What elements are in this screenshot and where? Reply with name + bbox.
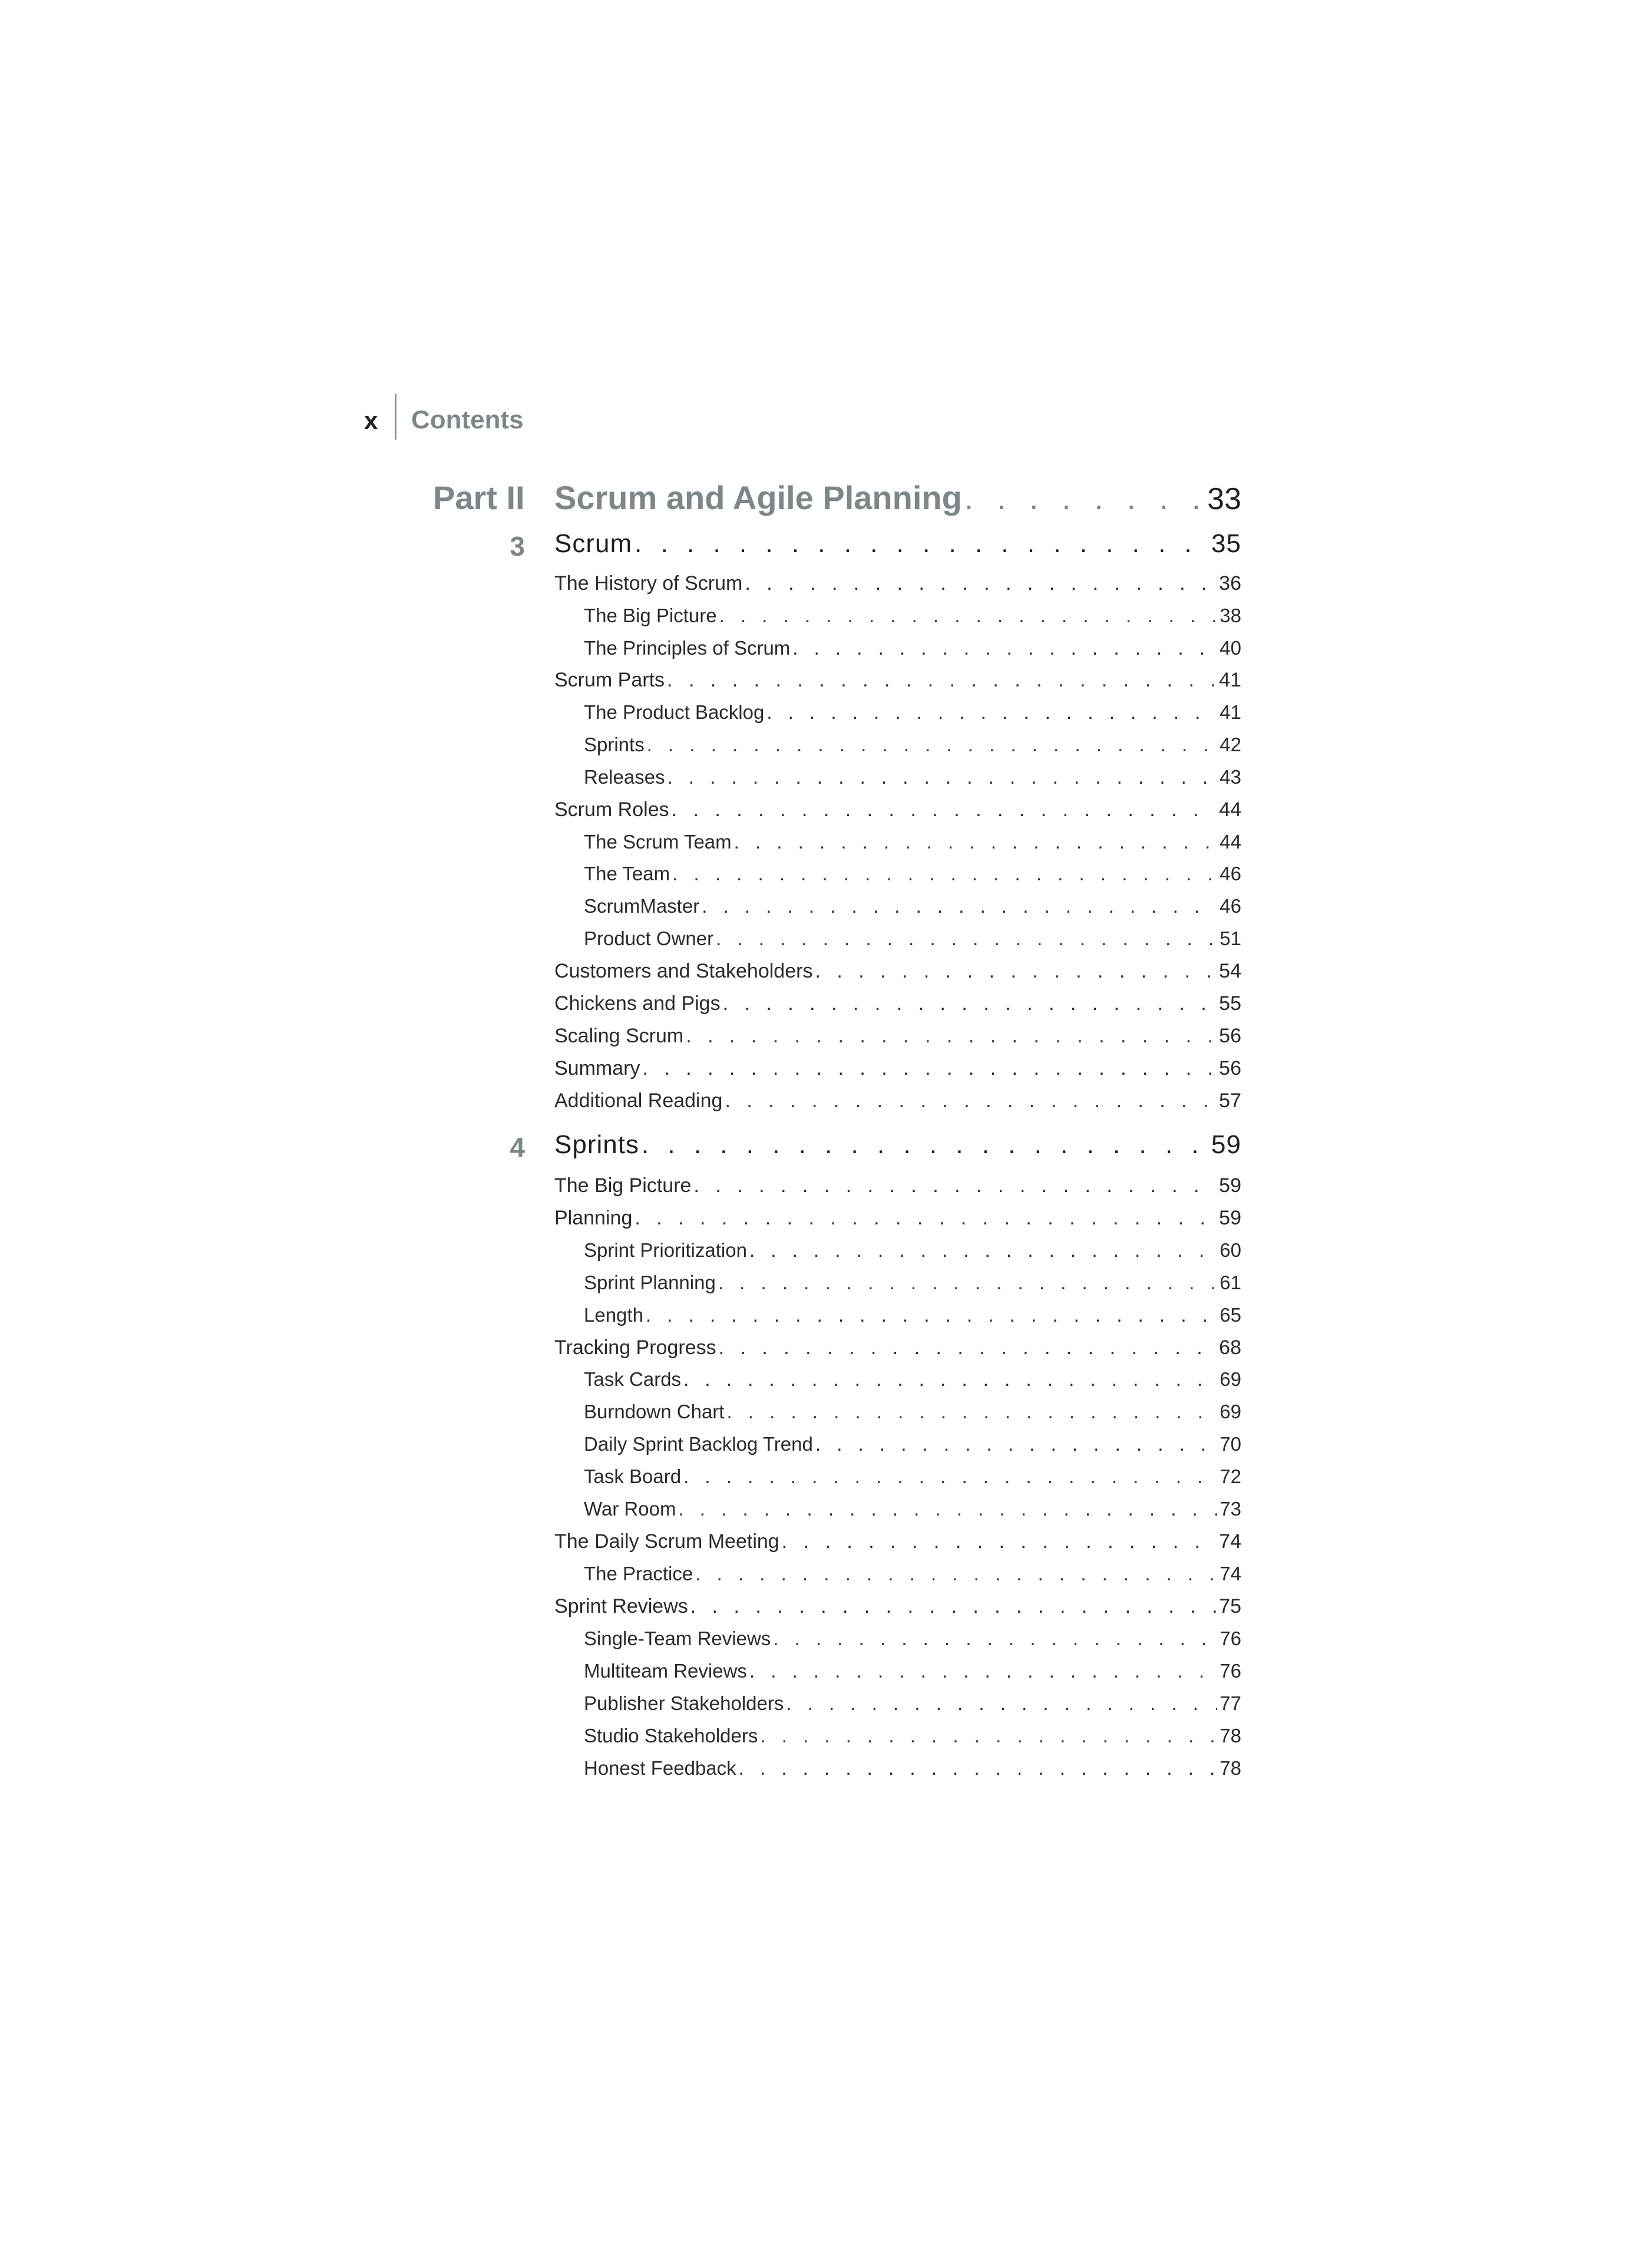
dot-leader	[678, 1498, 1217, 1520]
subsection-page: 38	[1220, 605, 1241, 626]
running-head-title: Contents	[411, 405, 524, 434]
toc-section-entry[interactable]	[554, 1595, 1241, 1618]
subsection-page: 69	[1220, 1368, 1241, 1390]
subsection-title: Sprint Prioritization	[584, 1239, 747, 1261]
subsection-title: Publisher Stakeholders	[584, 1692, 784, 1714]
section-page: 56	[1219, 1025, 1241, 1047]
section-title: Scrum Roles	[554, 798, 669, 821]
dot-leader	[745, 572, 1217, 595]
dot-leader	[723, 992, 1217, 1015]
toc-section-entry[interactable]	[554, 1025, 1241, 1048]
dot-leader	[815, 960, 1217, 983]
dot-leader	[716, 927, 1217, 950]
dot-leader	[690, 1595, 1217, 1618]
section-title: Scaling Scrum	[554, 1025, 684, 1047]
chapter-number: 3	[510, 531, 525, 562]
subsection-title: Multiteam Reviews	[584, 1660, 747, 1682]
subsection-title: Honest Feedback	[584, 1757, 736, 1779]
subsection-title: The Practice	[584, 1563, 693, 1584]
dot-leader	[642, 1130, 1209, 1160]
section-title: The History of Scrum	[554, 572, 743, 595]
toc-subsection-entry[interactable]	[584, 1498, 1241, 1520]
toc-subsection-entry[interactable]	[584, 1692, 1241, 1715]
dot-leader	[766, 701, 1217, 724]
toc-subsection-entry[interactable]	[584, 927, 1241, 950]
dot-leader	[672, 798, 1217, 821]
subsection-title: The Product Backlog	[584, 701, 765, 723]
toc-subsection-entry[interactable]	[584, 1239, 1241, 1262]
subsection-page: 70	[1220, 1433, 1241, 1455]
dot-leader	[718, 1272, 1217, 1294]
subsection-title: ScrumMaster	[584, 895, 700, 917]
toc-subsection-entry[interactable]	[584, 1368, 1241, 1391]
dot-leader	[635, 529, 1209, 559]
toc-chapter-entry[interactable]	[554, 529, 1241, 559]
section-page: 59	[1219, 1174, 1241, 1197]
toc-subsection-entry[interactable]	[584, 1304, 1241, 1326]
dot-leader	[667, 669, 1217, 692]
toc-section-entry[interactable]	[554, 572, 1241, 595]
dot-leader	[647, 734, 1218, 756]
toc-subsection-entry[interactable]	[584, 1433, 1241, 1455]
toc-section-entry[interactable]	[554, 798, 1241, 821]
chapter-page: 59	[1211, 1130, 1241, 1159]
toc-subsection-entry[interactable]	[584, 605, 1241, 627]
dot-leader	[815, 1433, 1217, 1455]
subsection-title: The Team	[584, 863, 670, 884]
subsection-page: 74	[1220, 1563, 1241, 1584]
dot-leader	[760, 1725, 1217, 1747]
section-page: 75	[1219, 1595, 1241, 1617]
toc-section-entry[interactable]	[554, 1336, 1241, 1359]
subsection-page: 78	[1220, 1757, 1241, 1779]
dot-leader	[695, 1563, 1217, 1585]
subsection-title: The Scrum Team	[584, 831, 732, 853]
dot-leader	[749, 1660, 1217, 1682]
subsection-title: Task Board	[584, 1465, 682, 1487]
chapter-number: 4	[510, 1132, 525, 1163]
chapter-title: Sprints	[554, 1130, 639, 1159]
toc-subsection-entry[interactable]	[584, 1757, 1241, 1780]
dot-leader	[725, 1090, 1217, 1112]
subsection-page: 60	[1220, 1239, 1241, 1261]
section-page: 36	[1219, 572, 1241, 595]
subsection-title: Task Cards	[584, 1368, 682, 1390]
subsection-page: 76	[1220, 1660, 1241, 1682]
subsection-title: The Principles of Scrum	[584, 637, 791, 659]
section-page: 74	[1219, 1530, 1241, 1553]
dot-leader	[719, 605, 1218, 627]
dot-leader	[726, 1401, 1217, 1423]
dot-leader	[702, 895, 1217, 917]
section-title: The Daily Scrum Meeting	[554, 1530, 779, 1553]
dot-leader	[642, 1057, 1217, 1080]
dot-leader	[792, 637, 1217, 659]
subsection-page: 43	[1220, 766, 1241, 788]
section-page: 41	[1219, 669, 1241, 691]
toc-section-entry[interactable]	[554, 1174, 1241, 1197]
subsection-title: Single-Team Reviews	[584, 1627, 771, 1649]
toc-section-entry[interactable]	[554, 669, 1241, 692]
section-title: Scrum Parts	[554, 669, 665, 691]
subsection-page: 44	[1220, 831, 1241, 853]
section-title: Summary	[554, 1057, 640, 1079]
dot-leader	[646, 1304, 1217, 1326]
chapter-title: Scrum	[554, 529, 633, 558]
toc-section-entry[interactable]	[554, 992, 1241, 1015]
toc-subsection-entry[interactable]	[584, 1563, 1241, 1585]
toc-section-entry[interactable]	[554, 1530, 1241, 1553]
section-page: 54	[1219, 960, 1241, 982]
subsection-page: 46	[1220, 863, 1241, 884]
dot-leader	[693, 1174, 1217, 1197]
page-number: x	[364, 407, 378, 434]
dot-leader	[964, 478, 1205, 517]
toc-subsection-entry[interactable]	[584, 831, 1241, 853]
subsection-title: Releases	[584, 766, 665, 788]
subsection-page: 42	[1220, 734, 1241, 755]
subsection-title: Sprints	[584, 734, 645, 755]
part-title: Scrum and Agile Planning	[554, 479, 962, 516]
subsection-title: Burndown Chart	[584, 1401, 725, 1422]
dot-leader	[683, 1368, 1217, 1391]
section-title: Sprint Reviews	[554, 1595, 688, 1617]
section-title: The Big Picture	[554, 1174, 692, 1197]
toc-subsection-entry[interactable]	[584, 1272, 1241, 1294]
section-title: Additional Reading	[554, 1090, 723, 1112]
toc-subsection-entry[interactable]	[584, 1660, 1241, 1682]
dot-leader	[773, 1627, 1217, 1650]
dot-leader	[683, 1465, 1217, 1488]
running-head-divider	[395, 394, 396, 440]
toc-subsection-entry[interactable]	[584, 1465, 1241, 1488]
subsection-page: 61	[1220, 1272, 1241, 1293]
section-page: 55	[1219, 992, 1241, 1015]
dot-leader	[734, 831, 1218, 853]
dot-leader	[719, 1336, 1217, 1359]
dot-leader	[672, 863, 1217, 885]
dot-leader	[635, 1207, 1217, 1230]
toc-subsection-entry[interactable]	[584, 734, 1241, 756]
toc-part-entry[interactable]	[554, 478, 1241, 517]
subsection-page: 77	[1220, 1692, 1241, 1714]
section-page: 68	[1219, 1336, 1241, 1359]
part-page: 33	[1207, 482, 1241, 516]
dot-leader	[667, 766, 1218, 788]
subsection-page: 78	[1220, 1725, 1241, 1747]
dot-leader	[786, 1692, 1217, 1715]
subsection-page: 46	[1220, 895, 1241, 917]
toc-section-entry[interactable]	[554, 960, 1241, 983]
toc-chapter-entry[interactable]	[554, 1130, 1241, 1160]
chapter-page: 35	[1211, 529, 1241, 558]
toc-subsection-entry[interactable]	[584, 1725, 1241, 1747]
toc-subsection-entry[interactable]	[584, 766, 1241, 788]
section-title: Tracking Progress	[554, 1336, 716, 1359]
subsection-title: Length	[584, 1304, 643, 1326]
subsection-title: Sprint Planning	[584, 1272, 716, 1293]
section-title: Planning	[554, 1207, 633, 1229]
section-page: 57	[1219, 1090, 1241, 1112]
section-title: Chickens and Pigs	[554, 992, 721, 1015]
subsection-title: Product Owner	[584, 927, 714, 949]
subsection-title: The Big Picture	[584, 605, 717, 626]
section-page: 44	[1219, 798, 1241, 821]
subsection-page: 73	[1220, 1498, 1241, 1520]
subsection-page: 72	[1220, 1465, 1241, 1487]
toc-section-entry[interactable]	[554, 1057, 1241, 1080]
subsection-title: War Room	[584, 1498, 676, 1520]
toc-subsection-entry[interactable]	[584, 1627, 1241, 1650]
subsection-title: Daily Sprint Backlog Trend	[584, 1433, 813, 1455]
section-title: Customers and Stakeholders	[554, 960, 813, 982]
part-label: Part II	[433, 479, 525, 516]
toc-subsection-entry[interactable]	[584, 863, 1241, 885]
dot-leader	[782, 1530, 1217, 1553]
subsection-page: 69	[1220, 1401, 1241, 1422]
toc-section-entry[interactable]	[554, 1090, 1241, 1112]
dot-leader	[686, 1025, 1217, 1048]
toc-subsection-entry[interactable]	[584, 895, 1241, 917]
subsection-title: Studio Stakeholders	[584, 1725, 758, 1747]
subsection-page: 51	[1220, 927, 1241, 949]
subsection-page: 41	[1220, 701, 1241, 723]
dot-leader	[749, 1239, 1217, 1262]
section-page: 56	[1219, 1057, 1241, 1079]
toc-subsection-entry[interactable]	[584, 637, 1241, 659]
toc-section-entry[interactable]	[554, 1207, 1241, 1230]
dot-leader	[739, 1757, 1218, 1780]
subsection-page: 65	[1220, 1304, 1241, 1326]
subsection-page: 40	[1220, 637, 1241, 659]
section-page: 59	[1219, 1207, 1241, 1229]
toc-subsection-entry[interactable]	[584, 1401, 1241, 1423]
toc-subsection-entry[interactable]	[584, 701, 1241, 724]
subsection-page: 76	[1220, 1627, 1241, 1649]
